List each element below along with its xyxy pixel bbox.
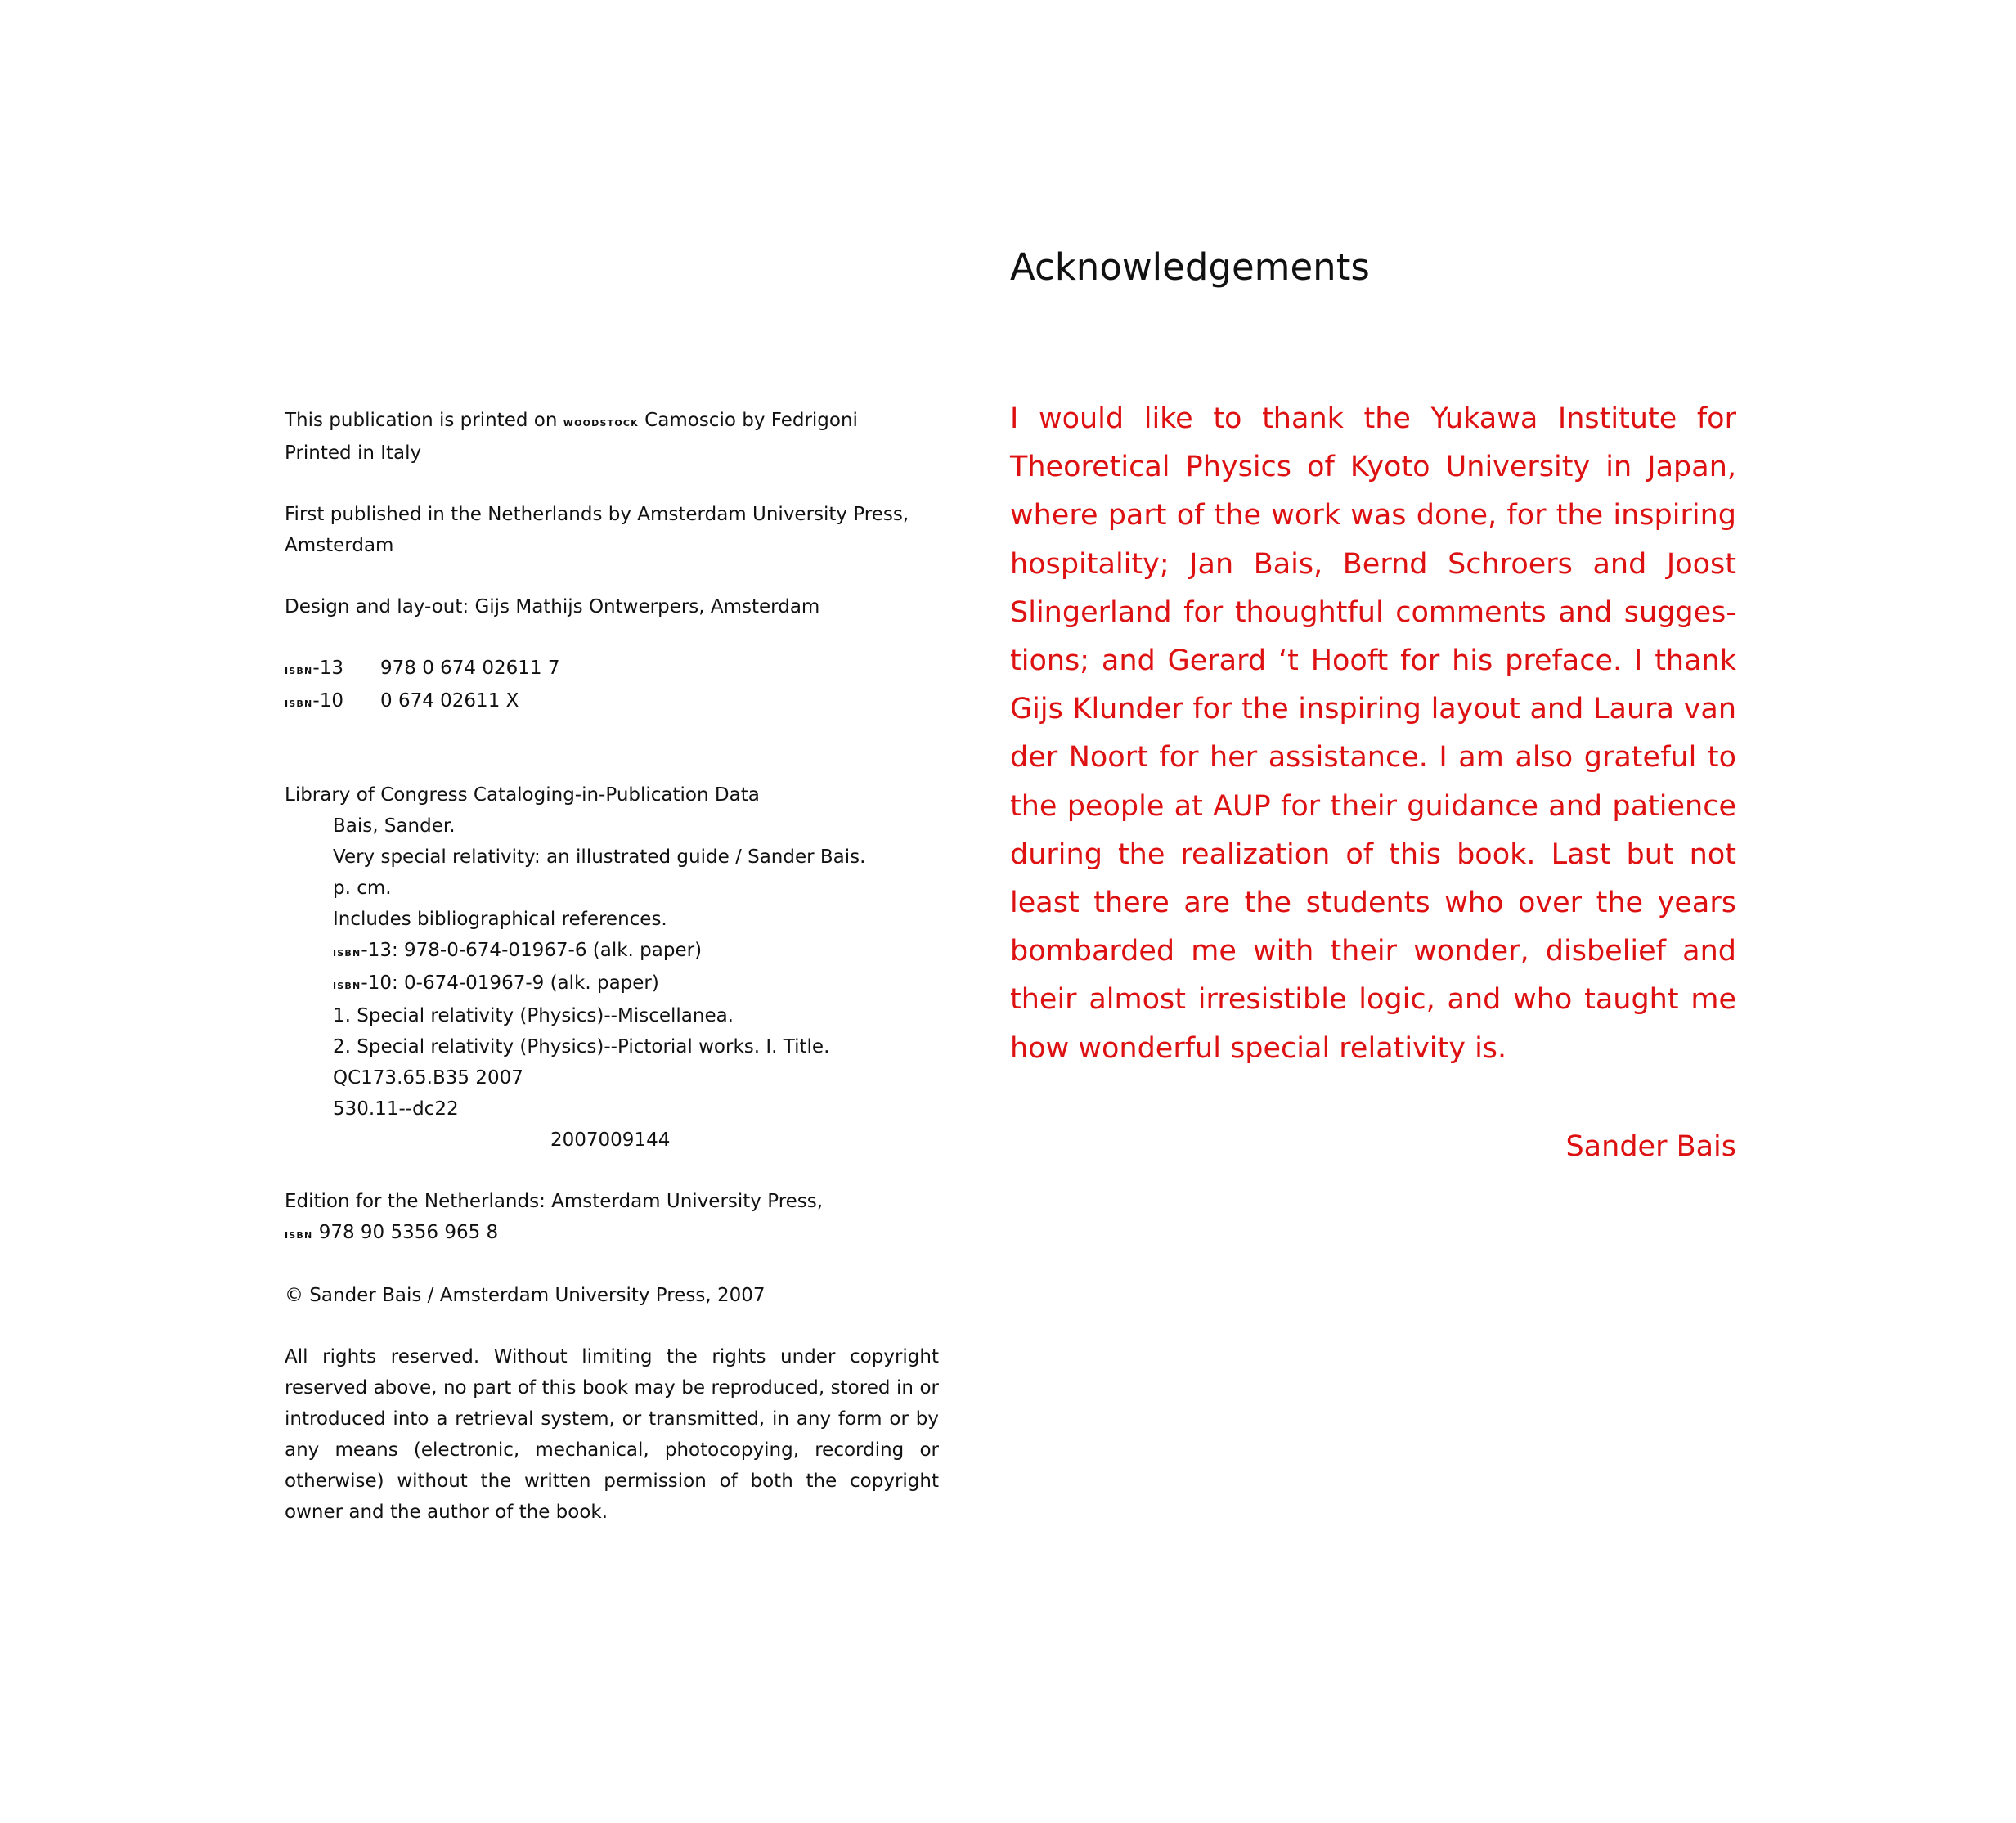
cip-ddc: 530.11--dc22 bbox=[333, 1098, 459, 1120]
isbn-list bbox=[285, 653, 939, 718]
isbn-10-label: isbn-10 bbox=[285, 690, 343, 712]
isbn-13-value: 978 0 674 02611 7 bbox=[380, 658, 560, 679]
small-caps-woodstock: woodstock bbox=[563, 415, 639, 429]
cip-title: Very special relativity: an illustrated guide / Sander Bais. bbox=[333, 846, 866, 868]
design-line: Design and lay-out: Gijs Mathijs Ontwerpers, Amsterdam bbox=[285, 596, 820, 617]
cip-refs: Includes bibliographical references. bbox=[333, 909, 667, 930]
printing-line-1: This publication is printed on woodstock Camoscio by Fedrigoni bbox=[285, 410, 858, 431]
cip-subject-2: 2. Special relativity (Physics)--Pictorial works. I. Title. bbox=[333, 1036, 830, 1057]
cip-data bbox=[285, 779, 939, 1156]
rights-notice bbox=[285, 1341, 939, 1528]
first-published-line-2: Amsterdam bbox=[285, 535, 394, 556]
cip-control-number: 2007009144 bbox=[550, 1129, 671, 1151]
printing-line-2: Printed in Italy bbox=[285, 442, 422, 464]
colophon bbox=[285, 405, 939, 1528]
cip-isbn-13: isbn-13: 978-0-674-01967-6 (alk. paper) bbox=[333, 940, 703, 961]
design-credit bbox=[285, 591, 939, 622]
printing-info bbox=[285, 405, 939, 469]
cip-subject-1: 1. Special relativity (Physics)--Miscellanea. bbox=[333, 1005, 734, 1026]
edition-line-1: Edition for the Netherlands: Amsterdam University Press, bbox=[285, 1191, 824, 1212]
rights-paragraph: All rights reserved. Without limiting the rights under copyright reserved above, no part of this book may be reproduced, stored in or introduced into a retrieval system, or transmitted, in any form or by any means (electronic, mechanical, photocopying, recording or otherwise) without the written permission of both the copyright owner and the author of the book. bbox=[285, 1346, 939, 1523]
acknowledgements-signature: Sander Bais bbox=[1565, 1130, 1736, 1163]
isbn-10-value: 0 674 02611 X bbox=[380, 690, 519, 712]
cip-pages: p. cm. bbox=[333, 878, 392, 899]
isbn-13-row bbox=[285, 653, 939, 685]
isbn-13-label: isbn-13 bbox=[285, 658, 343, 679]
first-published-line-1: First published in the Netherlands by Amsterdam University Press, bbox=[285, 504, 909, 525]
edition-info bbox=[285, 1186, 939, 1250]
isbn-10-row bbox=[285, 685, 939, 718]
cip-isbn-10: isbn-10: 0-674-01967-9 (alk. paper) bbox=[333, 972, 659, 994]
cip-author: Bais, Sander. bbox=[333, 815, 456, 837]
cip-lcc: QC173.65.B35 2007 bbox=[333, 1067, 523, 1089]
copyright-notice bbox=[285, 1280, 939, 1311]
first-published bbox=[285, 499, 939, 561]
copyright-line: © Sander Bais / Amsterdam University Press, 2007 bbox=[285, 1285, 766, 1306]
acknowledgements-body: I would like to thank the Yukawa Institute for Theoretical Physics of Kyoto University in Japan, where part of the work was done, for the inspiring hospitality; Jan Bais, Bernd Schroers and Joost Slingerland for thoughtful comments and suggestions; and Gerard ‘t Hooft for his preface. I thank Gijs Klunder for the inspiring layout and Laura van der Noort for her assistance. I am also grateful to the people at AUP for their guidance and patience during the realization of this book. Last but not least there are the students who over the years bombarded me with their wonder, disbelief and their almost irresistible logic, and who taught me how wonderful special relativity is. bbox=[1010, 402, 1736, 1065]
edition-line-2: isbn 978 90 5356 965 8 bbox=[285, 1222, 499, 1243]
cip-heading: Library of Congress Cataloging-in-Publication Data bbox=[285, 784, 760, 806]
acknowledgements-title: Acknowledgements bbox=[1010, 245, 1370, 289]
